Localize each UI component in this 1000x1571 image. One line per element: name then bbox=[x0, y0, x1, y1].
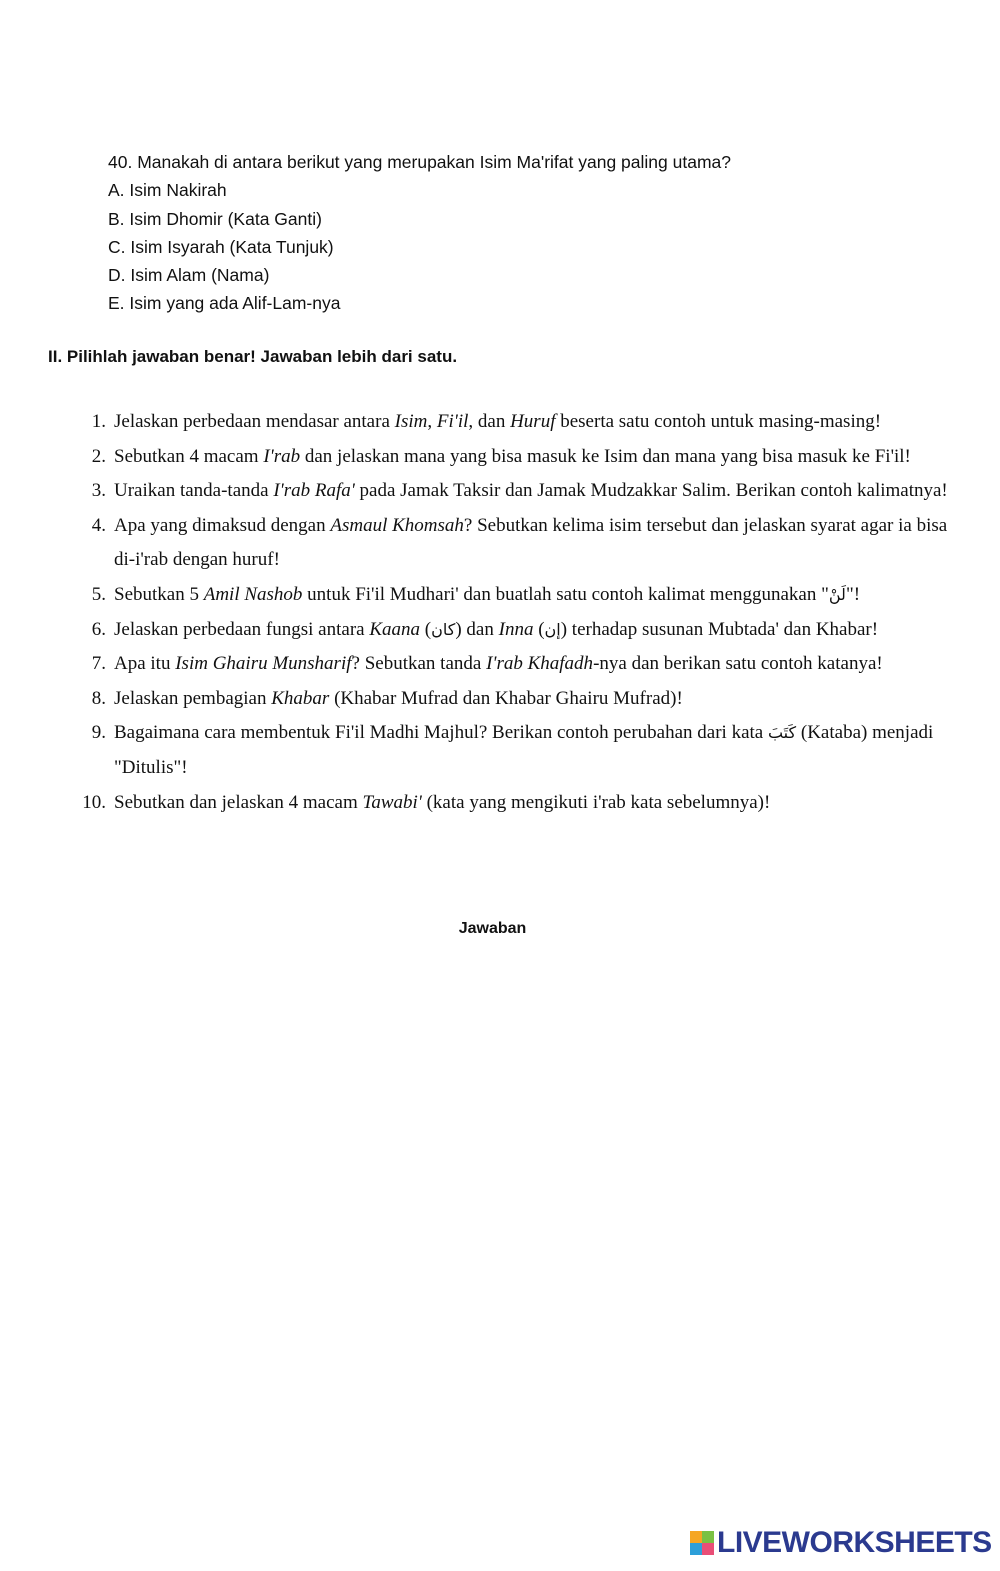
arabic-word: كَتَبَ bbox=[767, 723, 797, 743]
option-e: E. Isim yang ada Alif-Lam-nya bbox=[108, 293, 341, 314]
essay-text: Jelaskan perbedaan mendasar antara bbox=[114, 411, 395, 432]
essay-text: dan jelaskan mana yang bisa masuk ke Isim dan mana yang bisa masuk ke Fi'il! bbox=[300, 445, 911, 467]
essay-item bbox=[78, 647, 958, 682]
option-c: C. Isim Isyarah (Kata Tunjuk) bbox=[108, 236, 334, 257]
essay-text: (Khabar Mufrad dan Khabar Ghairu Mufrad)! bbox=[329, 687, 683, 709]
essay-term-italic: I'rab Khafadh bbox=[486, 653, 594, 675]
essay-question-list bbox=[78, 405, 958, 820]
essay-text: Apa yang dimaksud dengan bbox=[114, 514, 331, 536]
essay-item-number: 4. bbox=[91, 514, 106, 536]
essay-item-number: 7. bbox=[91, 653, 106, 675]
essay-text: Sebutkan 5 bbox=[114, 583, 204, 605]
essay-text: Apa itu bbox=[114, 653, 176, 675]
arabic-word: كان bbox=[431, 619, 456, 639]
multiple-choice-question bbox=[108, 148, 968, 318]
essay-term-italic: Isim bbox=[394, 411, 428, 432]
essay-text: untuk Fi'il Mudhari' dan buatlah satu contoh kalimat menggunakan " bbox=[302, 583, 829, 605]
essay-item-number: 9. bbox=[91, 722, 106, 744]
section-heading: II. Pilihlah jawaban benar! Jawaban lebih dari satu. bbox=[48, 347, 458, 366]
essay-text: Uraikan tanda-tanda bbox=[114, 480, 274, 502]
essay-text: beserta satu contoh untuk masing-masing! bbox=[555, 411, 882, 432]
essay-term-italic: Kaana bbox=[369, 618, 421, 640]
essay-text: Bagaimana cara membentuk Fi'il Madhi Majhul? Berikan contoh perubahan dari kata bbox=[114, 722, 768, 744]
essay-text: -nya dan berikan satu contoh katanya! bbox=[593, 653, 883, 675]
essay-text: ) dan bbox=[455, 618, 499, 640]
essay-item bbox=[78, 509, 958, 578]
essay-term-italic: Isim Ghairu Munsharif bbox=[175, 653, 352, 675]
essay-text: , dan bbox=[468, 411, 511, 432]
essay-item bbox=[78, 578, 958, 613]
essay-text: ) terhadap susunan Mubtada' dan Khabar! bbox=[560, 618, 879, 640]
essay-item bbox=[78, 682, 958, 717]
essay-item-number: 6. bbox=[91, 618, 106, 640]
logo-square-1 bbox=[690, 1531, 702, 1543]
essay-text: pada Jamak Taksir dan Jamak Mudzakkar Salim. Berikan contoh kalimatnya! bbox=[354, 480, 948, 502]
logo-square-3 bbox=[690, 1543, 702, 1555]
essay-term-italic: Tawabi' bbox=[362, 791, 422, 813]
essay-term-italic: Huruf bbox=[510, 411, 556, 432]
arabic-word: إن bbox=[544, 619, 561, 639]
essay-text: ? Sebutkan kelima isim tersebut dan jelaskan syarat agar ia bisa di-i'rab dengan huruf! bbox=[114, 514, 948, 571]
option-d: D. Isim Alam (Nama) bbox=[108, 265, 270, 286]
essay-text: Jelaskan pembagian bbox=[114, 687, 272, 709]
essay-text: (Kataba) menjadi "Ditulis"! bbox=[114, 722, 934, 778]
essay-item-number: 5. bbox=[91, 583, 106, 605]
option-b: B. Isim Dhomir (Kata Ganti) bbox=[108, 208, 322, 229]
essay-text: ? Sebutkan tanda bbox=[351, 653, 487, 675]
essay-text: Jelaskan perbedaan fungsi antara bbox=[114, 618, 370, 640]
essay-term-italic: Amil Nashob bbox=[203, 583, 303, 605]
essay-item bbox=[78, 613, 958, 648]
answer-heading: Jawaban bbox=[458, 920, 527, 937]
essay-item-number: 10. bbox=[82, 791, 106, 813]
essay-item bbox=[78, 716, 958, 785]
essay-term-italic: Asmaul Khomsah bbox=[330, 514, 464, 536]
essay-text: "! bbox=[845, 583, 861, 605]
essay-text: ( bbox=[420, 618, 432, 640]
essay-text: , bbox=[427, 411, 437, 432]
logo-icon bbox=[690, 1531, 714, 1555]
essay-item bbox=[78, 474, 958, 509]
logo-text: LIVEWORKSHEETS bbox=[717, 1526, 992, 1559]
option-a: A. Isim Nakirah bbox=[108, 180, 227, 201]
essay-item-number: 2. bbox=[91, 445, 106, 467]
essay-text: ( bbox=[533, 618, 545, 640]
essay-term-italic: I'rab bbox=[263, 445, 301, 467]
essay-item bbox=[78, 405, 958, 440]
essay-item-number: 8. bbox=[91, 687, 106, 709]
arabic-word: لَنْ bbox=[828, 584, 846, 604]
essay-term-italic: Fi'il bbox=[436, 411, 469, 432]
essay-item-number: 3. bbox=[91, 480, 106, 502]
liveworksheets-logo bbox=[690, 1527, 992, 1559]
logo-square-2 bbox=[702, 1531, 714, 1543]
essay-text: Sebutkan dan jelaskan 4 macam bbox=[114, 791, 363, 813]
essay-term-italic: Khabar bbox=[271, 687, 330, 709]
essay-term-italic: I'rab Rafa' bbox=[273, 480, 355, 502]
essay-item bbox=[78, 440, 958, 475]
essay-term-italic: Inna bbox=[498, 618, 534, 640]
essay-text: Sebutkan 4 macam bbox=[114, 445, 264, 467]
essay-item bbox=[78, 786, 958, 821]
question-text: 40. Manakah di antara berikut yang merupakan Isim Ma'rifat yang paling utama? bbox=[108, 152, 731, 172]
essay-item-number: 1. bbox=[91, 411, 106, 432]
logo-square-4 bbox=[702, 1543, 714, 1555]
essay-text: (kata yang mengikuti i'rab kata sebelumnya)! bbox=[421, 791, 771, 813]
